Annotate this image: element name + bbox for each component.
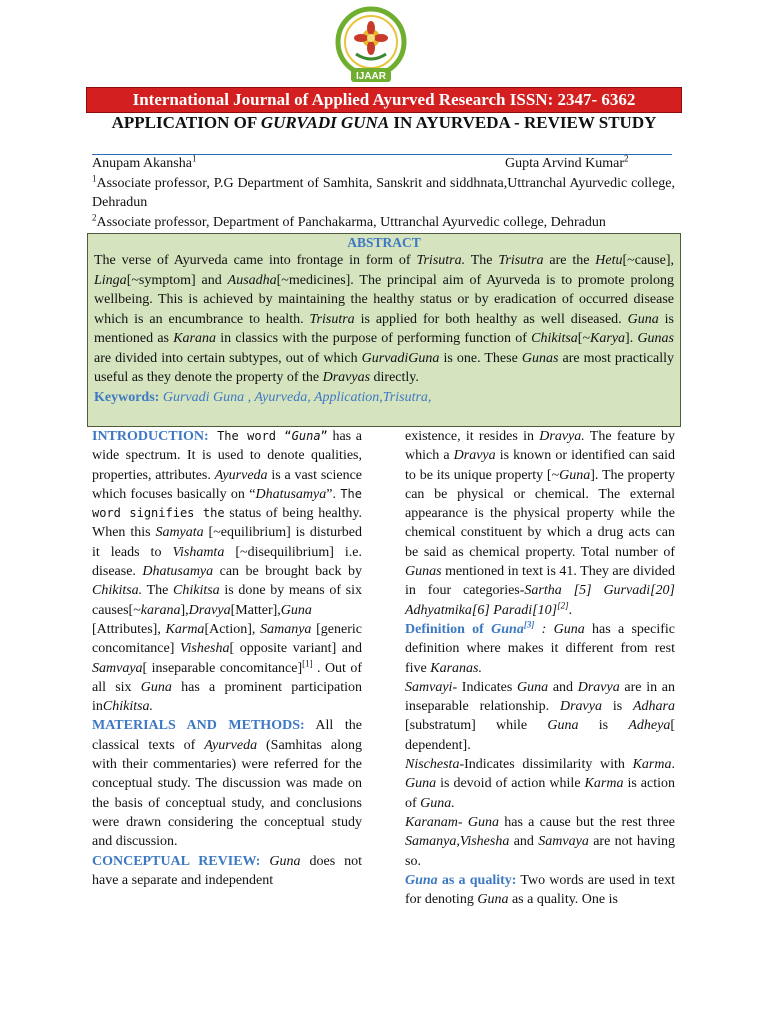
methods-heading: MATERIALS AND METHODS xyxy=(92,718,300,734)
introduction-paragraph: INTRODUCTION: The word “Guna” has a wide spectrum. It is used to denote qualities, properties, attributes. Ayurveda is a vast science which focuses basically on “Dhatusamya”. The word signifies the status of being healthy. When this Samyata [~equilibrium] is disturbed it leads to Vishamta [~disequilibrium] i.e. disease. Dhatusamya can be brought back by Chikitsa. The Chikitsa is done by means of six causes[~karana],Dravya[Matter],Guna [Attributes], Karma[Action], Samanya [generic concomitance] Vishesha[ opposite variant] and Samvaya[ inseparable concomitance][1] . Out of all six Guna has a prominent participation inChikitsa. xyxy=(92,429,363,715)
review-paragraph: CONCEPTUAL REVIEW: Guna does not have a separate and independent xyxy=(92,853,363,888)
affiliation-2: $^2$Associate professor, Department of Panchakarma, Uttranchal Ayurvedic college, Dehradun xyxy=(92,212,606,230)
abstract-text: The verse of Ayurveda came into frontage in form of Trisutra. The Trisutra are the Hetu[~cause], Linga[~symptom] and Ausadha[~medicines]. The principal aim of Ayurveda is to promote prolong wellbeing. This is achieved by maintaining the healthy status or by eradication of occurred disease which is an encumbrance to health. Trisutra is applied for both healthy as well diseased. Guna is mentioned as Karana in classics with the purpose of performing function of Chikitsa[~Karya]. Gunas are divided into certain subtypes, out of which GurvadiGuna is one. These Gunas are most practically useful as they denote the property of the Dravyas directly. xyxy=(94,253,675,385)
abstract-heading: ABSTRACT xyxy=(347,235,421,250)
abstract-box xyxy=(87,233,681,427)
keywords: Keywords: Gurvadi Guna , Ayurveda, Application,Trisutra, xyxy=(94,389,432,405)
right-column xyxy=(405,427,675,909)
journal-banner: International Journal of Applied Ayurved Research ISSN: 2347- 6362 xyxy=(86,87,682,113)
logo-text: IJAAR xyxy=(355,71,387,82)
review-heading: CONCEPTUAL REVIEW: xyxy=(92,853,261,869)
left-column xyxy=(92,427,362,890)
introduction-heading: INTRODUCTION: xyxy=(92,429,209,444)
continuation-paragraph: existence, it resides in Dravya. The feature by which a Dravya is known or identified can said to be its unique property [~Guna]. The property can be physical or chemical. The external appearance is the physical property while the chemical constituent by which a drug acts can be said as chemical property. Total number of Gunas mentioned in text is 41. They are divided in four categories-Sartha [5] Gurvadi[20] Adhyatmika[6] Paradi[10][2]. xyxy=(405,429,676,618)
definition-heading: Definition of xyxy=(405,621,492,637)
quality-paragraph: Guna as a quality: Two words are used in text for denoting Guna as a quality. One is xyxy=(405,872,676,908)
quality-heading: Guna xyxy=(405,872,438,888)
article-title: APPLICATION OF GURVADI GUNA IN AYURVEDA - REVIEW STUDY xyxy=(111,113,657,132)
affiliation-1: $^1$Associate professor, P.G Department of Samhita, Sanskrit and siddhnata,Uttranchal Ayurvedic college, Dehradun xyxy=(92,173,675,210)
samvayi-paragraph: Samvayi- Indicates Guna and Dravya are in an inseparable relationship. Dravya is Adhara [substratum] while Guna is Adheya[ dependent]. xyxy=(405,679,675,753)
author-2: Gupta Arvind Kumar$^2$ xyxy=(505,153,629,171)
journal-logo xyxy=(334,6,408,86)
karanam-paragraph: Karanam- Guna has a cause but the rest three Samanya,Vishesha and Samvaya are not having so. xyxy=(405,814,675,869)
author-1: Anupam Akansha$^1$ xyxy=(92,153,197,171)
nischesta-paragraph: Nischesta-Indicates dissimilarity with Karma. Guna is devoid of action while Karma is action of Guna. xyxy=(405,757,675,811)
definition-paragraph: Definition of Guna[3] : Guna has a specific definition where makes it different from rest five Karanas. xyxy=(405,619,675,676)
methods-paragraph: MATERIALS AND METHODS: All the classical texts of Ayurveda (Samhitas along with their commentaries) were referred for the conceptual study. The discussion was made on the basis of conceptual study, and conclusions were drawn considering the conceptual study and discussion. xyxy=(92,718,362,850)
